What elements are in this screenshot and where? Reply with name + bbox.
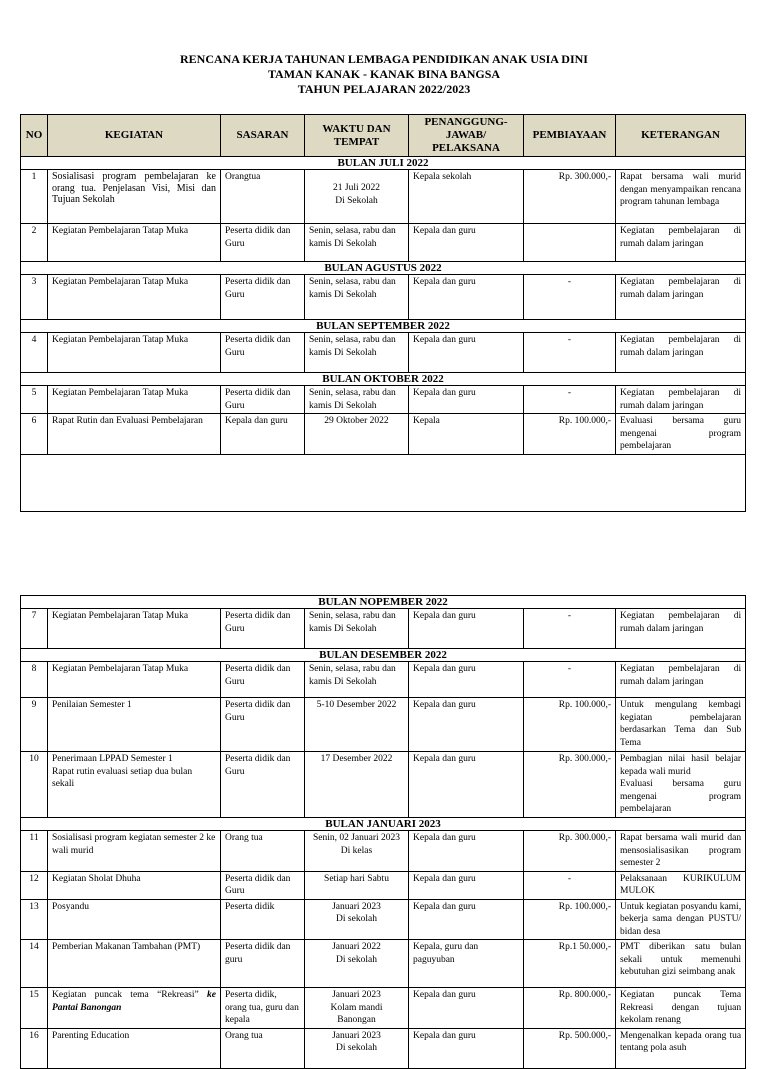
- table-row: [21, 940, 746, 988]
- cell-no: 16: [21, 1028, 48, 1068]
- cell-pembiayaan: Rp. 100.000,-: [524, 698, 616, 752]
- cell-waktu: 21 Juli 2022 Di Sekolah: [305, 170, 409, 224]
- month-heading-oktober: BULAN OKTOBER 2022: [21, 373, 746, 386]
- cell-pembiayaan: Rp. 300.000,-: [524, 831, 616, 872]
- cell-no: 12: [21, 871, 48, 899]
- cell-sasaran: Peserta didik dan guru: [221, 940, 305, 988]
- cell-pembiayaan: -: [524, 871, 616, 899]
- cell-no: 9: [21, 698, 48, 752]
- table-row: [21, 170, 746, 224]
- cell-kegiatan: Kegiatan Pembelajaran Tatap Muka: [48, 333, 221, 373]
- cell-penanggung-jawab: Kepala dan guru: [409, 333, 524, 373]
- cell-pembiayaan: Rp.1 50.000,-: [524, 940, 616, 988]
- cell-keterangan: Pembagian nilai hasil belajar kepada wali murid Evaluasi bersama guru mengenai program pembelajaran: [616, 752, 746, 818]
- table-row: [21, 414, 746, 455]
- header-waktu: WAKTU DAN TEMPAT: [305, 115, 409, 157]
- cell-keterangan: Rapat bersama wali murid dengan menyampaikan rencana program tahunan lembaga: [616, 170, 746, 224]
- cell-waktu: Januari 2023 Kolam mandi Banongan: [305, 988, 409, 1029]
- cell-no: 4: [21, 333, 48, 373]
- cell-waktu: Senin, selasa, rabu dan kamis Di Sekolah: [305, 386, 409, 414]
- cell-penanggung-jawab: Kepala dan guru: [409, 1028, 524, 1068]
- cell-kegiatan: Kegiatan Pembelajaran Tatap Muka: [48, 275, 221, 320]
- cell-keterangan: Kegiatan pembelajaran di rumah dalam jaringan: [616, 333, 746, 373]
- cell-sasaran: Peserta didik dan Guru: [221, 386, 305, 414]
- header-penanggung-jawab: PENANGGUNG- JAWAB/ PELAKSANA: [409, 115, 524, 157]
- cell-no: 14: [21, 940, 48, 988]
- month-heading-agustus: BULAN AGUSTUS 2022: [21, 262, 746, 275]
- header-keterangan: KETERANGAN: [616, 115, 746, 157]
- table-header-row: [21, 115, 746, 157]
- table-row: [21, 831, 746, 872]
- cell-sasaran: Peserta didik dan Guru: [221, 224, 305, 262]
- document-title-line-2: TAMAN KANAK - KANAK BINA BANGSA: [267, 67, 501, 81]
- cell-kegiatan: Penerimaan LPPAD Semester 1 Rapat rutin evaluasi setiap dua bulan sekali: [48, 752, 221, 818]
- cell-kegiatan: Kegiatan Pembelajaran Tatap Muka: [48, 609, 221, 649]
- header-pembiayaan: PEMBIAYAAN: [524, 115, 616, 157]
- header-sasaran: SASARAN: [221, 115, 305, 157]
- cell-pembiayaan: Rp. 500.000,-: [524, 1028, 616, 1068]
- cell-sasaran: Peserta didik: [221, 899, 305, 940]
- cell-penanggung-jawab: Kepala dan guru: [409, 988, 524, 1029]
- cell-pembiayaan: Rp. 100.000,-: [524, 414, 616, 455]
- cell-pembiayaan: -: [524, 386, 616, 414]
- month-heading-nopember: BULAN NOPEMBER 2022: [21, 596, 746, 609]
- header-kegiatan: KEGIATAN: [48, 115, 221, 157]
- cell-keterangan: Kegiatan pembelajaran di rumah dalam jaringan: [616, 609, 746, 649]
- work-plan-table-page-1: [20, 114, 746, 512]
- table-row: [21, 662, 746, 698]
- cell-kegiatan: Sosialisasi program kegiatan semester 2 ke wali murid: [48, 831, 221, 872]
- cell-keterangan: Rapat bersama wali murid dan mensosialisasikan program semester 2: [616, 831, 746, 872]
- cell-sasaran: Peserta didik dan Guru: [221, 698, 305, 752]
- cell-penanggung-jawab: Kepala dan guru: [409, 386, 524, 414]
- cell-waktu: Senin, selasa, rabu dan kamis Di Sekolah: [305, 333, 409, 373]
- table-row: [21, 224, 746, 262]
- cell-no: 7: [21, 609, 48, 649]
- cell-sasaran: Orang tua: [221, 1028, 305, 1068]
- cell-keterangan: Kegiatan pembelajaran di rumah dalam jaringan: [616, 224, 746, 262]
- table-row: [21, 275, 746, 320]
- cell-penanggung-jawab: Kepala dan guru: [409, 752, 524, 818]
- cell-waktu: Januari 2022 Di sekolah: [305, 940, 409, 988]
- cell-pembiayaan: Rp. 800.000,-: [524, 988, 616, 1029]
- cell-sasaran: Peserta didik dan Guru: [221, 662, 305, 698]
- cell-waktu: Senin, selasa, rabu dan kamis Di Sekolah: [305, 275, 409, 320]
- cell-no: 2: [21, 224, 48, 262]
- month-heading-september: BULAN SEPTEMBER 2022: [21, 320, 746, 333]
- header-no: NO: [21, 115, 48, 157]
- cell-penanggung-jawab: Kepala dan guru: [409, 899, 524, 940]
- cell-no: 6: [21, 414, 48, 455]
- cell-kegiatan: Sosialisasi program pembelajaran ke orang tua. Penjelasan Visi, Misi dan Tujuan Sekolah: [48, 170, 221, 224]
- cell-keterangan: Kegiatan pembelajaran di rumah dalam jaringan: [616, 275, 746, 320]
- cell-kegiatan: Parenting Education: [48, 1028, 221, 1068]
- cell-pembiayaan: Rp. 300.000,-: [524, 170, 616, 224]
- cell-sasaran: Peserta didik dan Guru: [221, 871, 305, 899]
- cell-no: 3: [21, 275, 48, 320]
- cell-sasaran: Orangtua: [221, 170, 305, 224]
- table-row: [21, 752, 746, 818]
- cell-keterangan: Kegiatan pembelajaran di rumah dalam jaringan: [616, 662, 746, 698]
- cell-waktu: 29 Oktober 2022: [305, 414, 409, 455]
- cell-penanggung-jawab: Kepala sekolah: [409, 170, 524, 224]
- cell-no: 1: [21, 170, 48, 224]
- cell-kegiatan: Kegiatan Pembelajaran Tatap Muka: [48, 386, 221, 414]
- month-heading-januari: BULAN JANUARI 2023: [21, 818, 746, 831]
- cell-pembiayaan: [524, 224, 616, 262]
- cell-penanggung-jawab: Kepala, guru dan paguyuban: [409, 940, 524, 988]
- cell-pembiayaan: -: [524, 333, 616, 373]
- table-row: [21, 871, 746, 899]
- empty-row: [21, 454, 746, 511]
- cell-no: 10: [21, 752, 48, 818]
- cell-sasaran: Peserta didik dan Guru: [221, 609, 305, 649]
- cell-penanggung-jawab: Kepala dan guru: [409, 609, 524, 649]
- cell-kegiatan: Kegiatan puncak tema “Rekreasi” ke Pantai Banongan: [48, 988, 221, 1029]
- cell-waktu: Senin, 02 Januari 2023 Di kelas: [305, 831, 409, 872]
- cell-kegiatan: Kegiatan Pembelajaran Tatap Muka: [48, 662, 221, 698]
- month-heading-juli: BULAN JULI 2022: [21, 157, 746, 170]
- cell-kegiatan: Pemberian Makanan Tambahan (PMT): [48, 940, 221, 988]
- cell-sasaran: Kepala dan guru: [221, 414, 305, 455]
- cell-penanggung-jawab: Kepala dan guru: [409, 662, 524, 698]
- table-row: [21, 386, 746, 414]
- cell-penanggung-jawab: Kepala dan guru: [409, 871, 524, 899]
- table-row: [21, 988, 746, 1029]
- cell-kegiatan: Rapat Rutin dan Evaluasi Pembelajaran: [48, 414, 221, 455]
- cell-penanggung-jawab: Kepala dan guru: [409, 275, 524, 320]
- cell-keterangan: Evaluasi bersama guru mengenai program pembelajaran: [616, 414, 746, 455]
- cell-waktu: 17 Desember 2022: [305, 752, 409, 818]
- cell-no: 13: [21, 899, 48, 940]
- document-title-line-1: RENCANA KERJA TAHUNAN LEMBAGA PENDIDIKAN ANAK USIA DINI: [180, 52, 588, 66]
- cell-sasaran: Peserta didik dan Guru: [221, 333, 305, 373]
- cell-waktu: Senin, selasa, rabu dan kamis Di Sekolah: [305, 224, 409, 262]
- cell-waktu: Senin, selasa, rabu dan kamis Di Sekolah: [305, 609, 409, 649]
- cell-pembiayaan: Rp. 100.000,-: [524, 899, 616, 940]
- cell-no: 8: [21, 662, 48, 698]
- cell-no: 5: [21, 386, 48, 414]
- cell-waktu: 5-10 Desember 2022: [305, 698, 409, 752]
- cell-sasaran: Orang tua: [221, 831, 305, 872]
- cell-keterangan: Untuk mengulang kembagi kegiatan pembelajaran berdasarkan Tema dan Sub Tema: [616, 698, 746, 752]
- cell-pembiayaan: -: [524, 609, 616, 649]
- cell-pembiayaan: -: [524, 662, 616, 698]
- cell-kegiatan: Kegiatan Sholat Dhuha: [48, 871, 221, 899]
- cell-keterangan: Mengenalkan kepada orang tua tentang pola asuh: [616, 1028, 746, 1068]
- cell-waktu: Setiap hari Sabtu: [305, 871, 409, 899]
- cell-sasaran: Peserta didik, orang tua, guru dan kepala: [221, 988, 305, 1029]
- table-row: [21, 609, 746, 649]
- table-row: [21, 899, 746, 940]
- table-row: [21, 698, 746, 752]
- cell-kegiatan: Posyandu: [48, 899, 221, 940]
- cell-kegiatan: Penilaian Semester 1: [48, 698, 221, 752]
- cell-no: 15: [21, 988, 48, 1029]
- cell-keterangan: Untuk kegiatan posyandu kami, bekerja sama dengan PUSTU/ bidan desa: [616, 899, 746, 940]
- cell-penanggung-jawab: Kepala dan guru: [409, 831, 524, 872]
- cell-sasaran: Peserta didik dan Guru: [221, 752, 305, 818]
- month-heading-desember: BULAN DESEMBER 2022: [21, 649, 746, 662]
- cell-waktu: Januari 2023 Di sekolah: [305, 899, 409, 940]
- table-row: [21, 1028, 746, 1068]
- cell-keterangan: Pelaksanaan KURIKULUM MULOK: [616, 871, 746, 899]
- cell-sasaran: Peserta didik dan Guru: [221, 275, 305, 320]
- cell-pembiayaan: -: [524, 275, 616, 320]
- table-row: [21, 333, 746, 373]
- work-plan-table-page-2: [20, 595, 746, 1069]
- cell-keterangan: PMT diberikan satu bulan sekali untuk memenuhi kebutuhan gizi seimbang anak: [616, 940, 746, 988]
- cell-kegiatan: Kegiatan Pembelajaran Tatap Muka: [48, 224, 221, 262]
- cell-penanggung-jawab: Kepala dan guru: [409, 224, 524, 262]
- document-title-line-3: TAHUN PELAJARAN 2022/2023: [297, 82, 471, 96]
- cell-pembiayaan: Rp. 300.000,-: [524, 752, 616, 818]
- cell-penanggung-jawab: Kepala dan guru: [409, 698, 524, 752]
- cell-waktu: Senin, selasa, rabu dan kamis Di Sekolah: [305, 662, 409, 698]
- cell-no: 11: [21, 831, 48, 872]
- cell-waktu: Januari 2023 Di sekolah: [305, 1028, 409, 1068]
- cell-keterangan: Kegiatan puncak Tema Rekreasi dengan tujuan kekolam renang: [616, 988, 746, 1029]
- cell-penanggung-jawab: Kepala: [409, 414, 524, 455]
- cell-keterangan: Kegiatan pembelajaran di rumah dalam jaringan: [616, 386, 746, 414]
